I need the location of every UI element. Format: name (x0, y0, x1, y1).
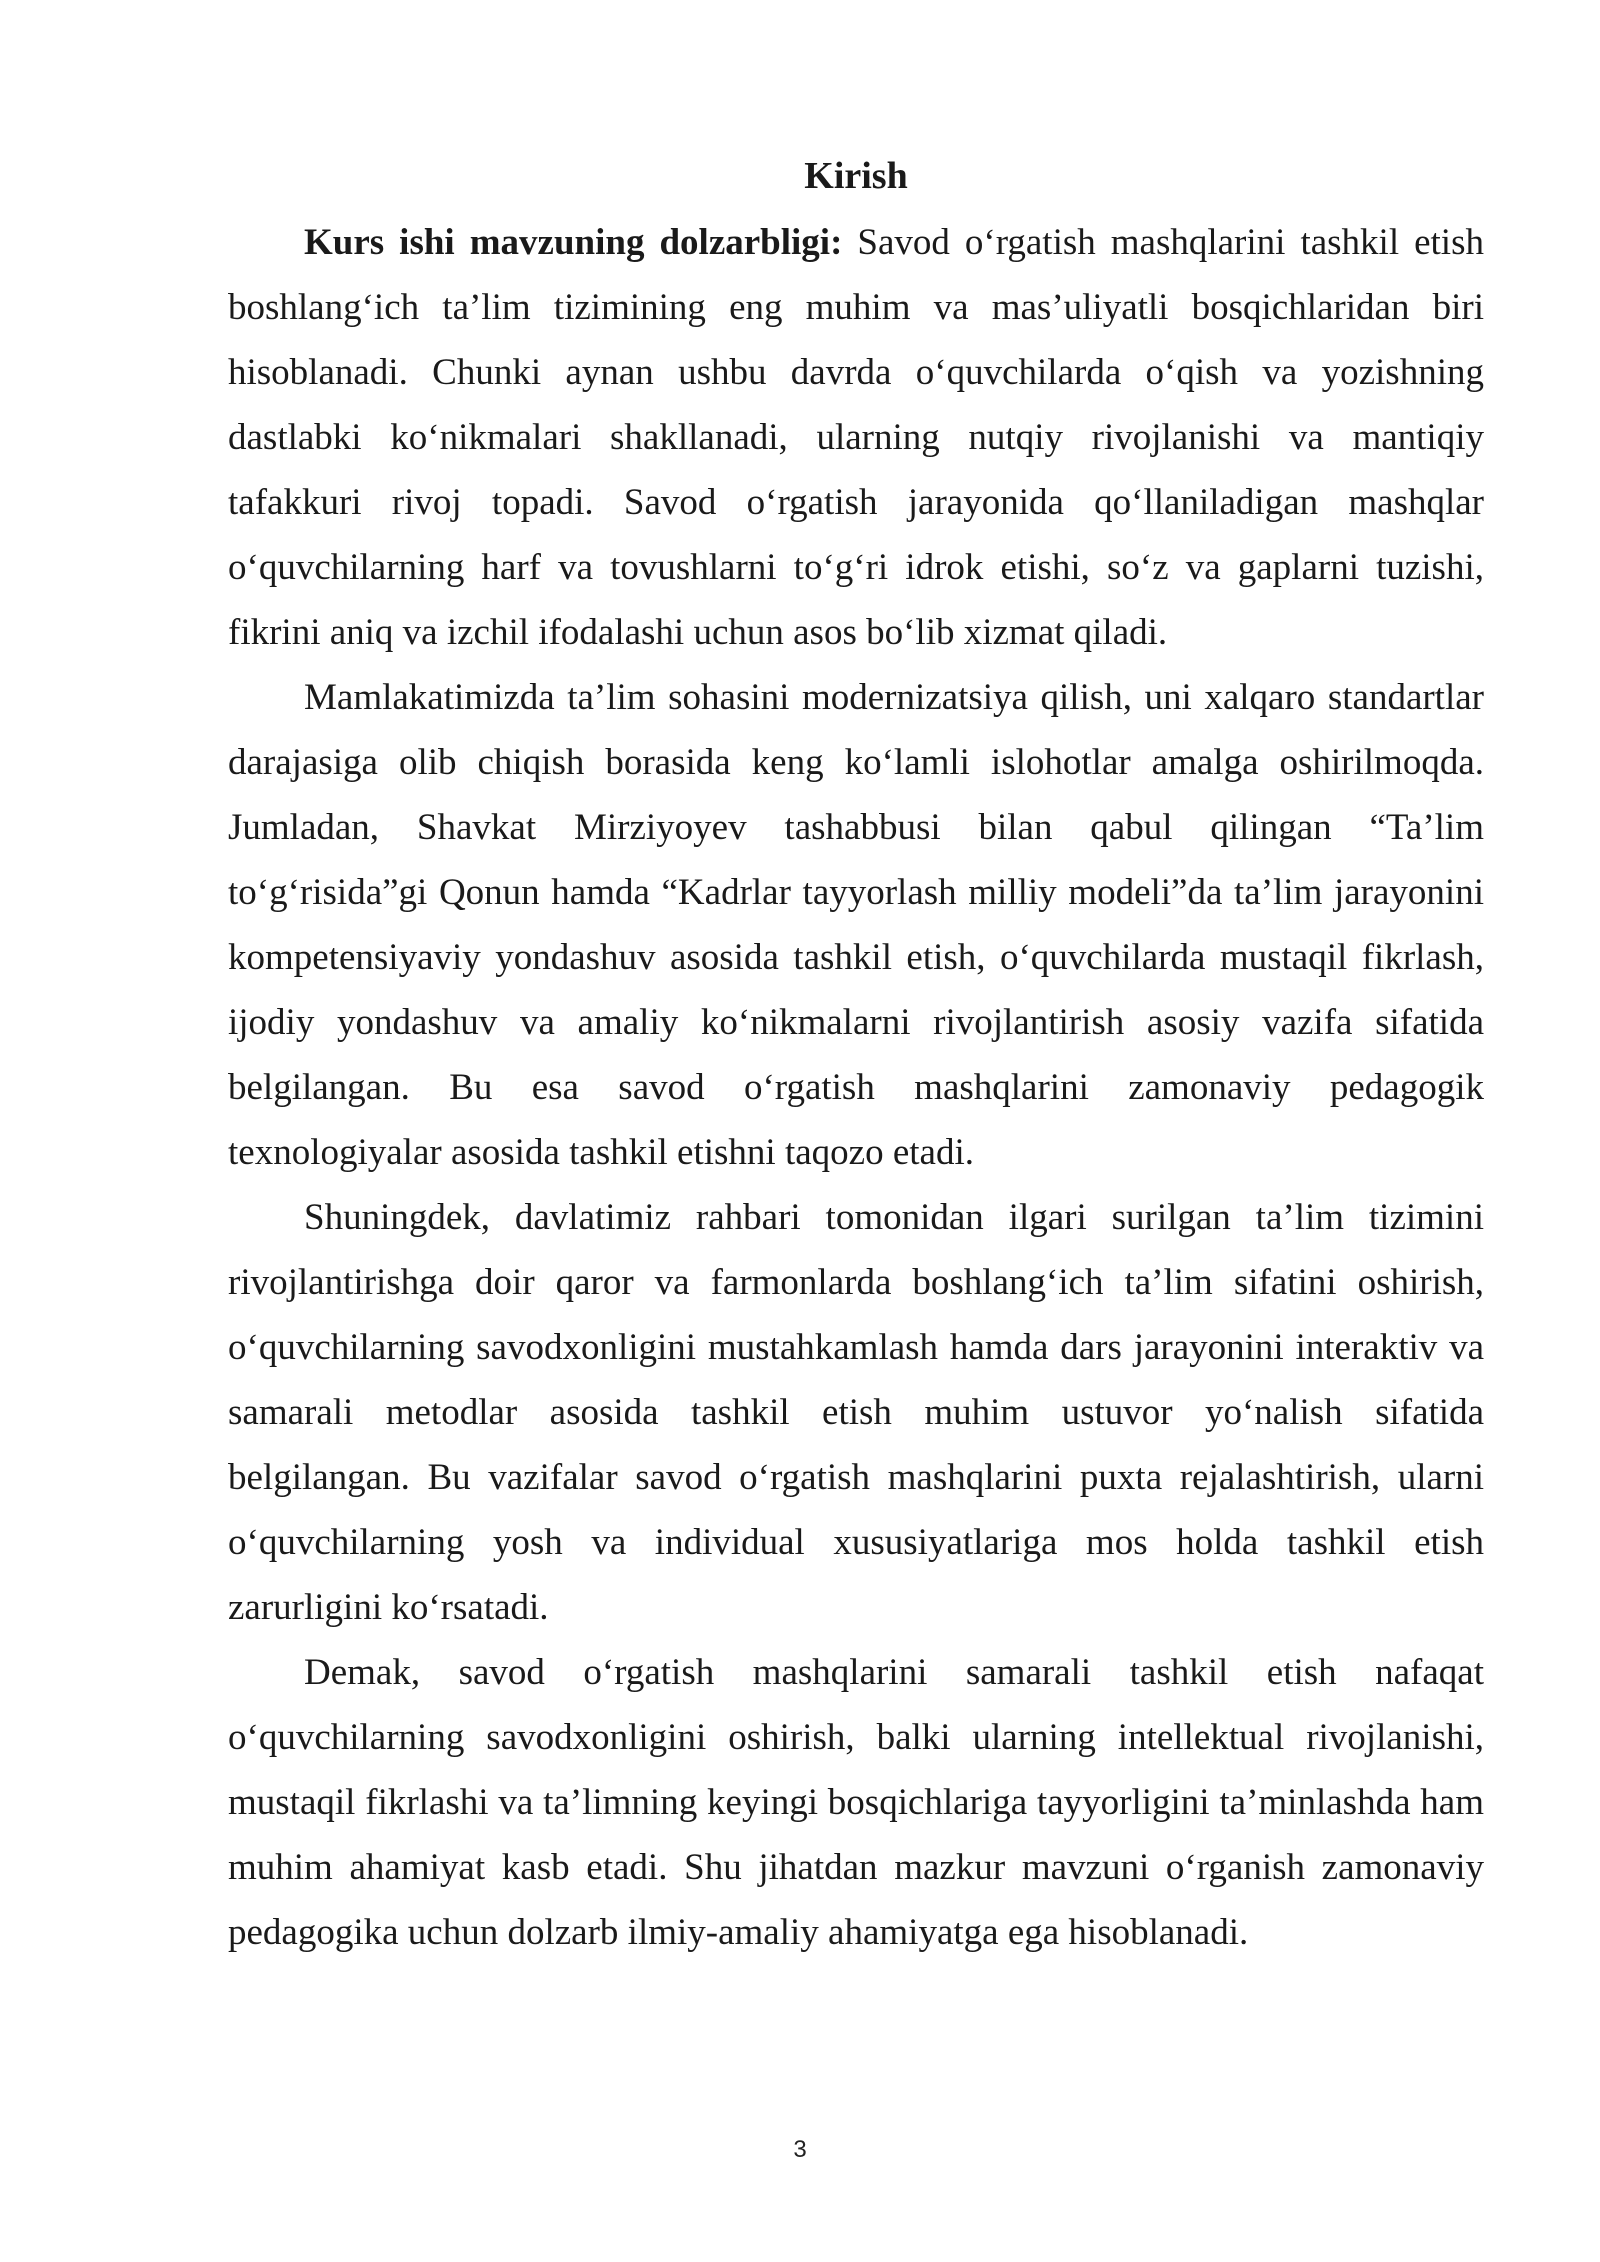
page-number: 3 (793, 2136, 807, 2163)
paragraph-lead-label: Kurs ishi mavzuning dolzarbligi: (304, 222, 843, 263)
body-text (228, 210, 1484, 1965)
section-heading: Kirish (804, 155, 908, 197)
paragraph-reforms: Mamlakatimizda taʼlim sohasini modernizatsiya qilish, uni xalqaro standartlar darajasiga olib chiqish borasida keng koʻlamli islohotlar amalga oshirilmoqda. Jumladan, Shavkat Mirziyoyev tashabbusi bilan qabul qilingan “Taʼlim toʻgʻrisida”gi Qonun hamda “Kadrlar tayyorlash milliy modeli”da taʼlim jarayonini kompetensiyaviy yondashuv asosida tashkil etish, oʻquvchilarda mustaqil fikrlash, ijodiy yondashuv va amaliy koʻnikmalarni rivojlantirish asosiy vazifa sifatida belgilangan. Bu esa savod oʻrgatish mashqlarini zamonaviy pedagogik texnologiyalar asosida tashkil etishni taqozo etadi. (228, 677, 1484, 1173)
paragraph-text: Savod oʻrgatish mashqlarini tashkil etish boshlangʻich taʼlim tizimining eng muhim va masʼuliyatli bosqichlaridan biri hisoblanadi. Chunki aynan ushbu davrda oʻquvchilarda oʻqish va yozishning dastlabki koʻnikmalari shakllanadi, ularning nutqiy rivojlanishi va mantiqiy tafakkuri rivoj topadi. Savod oʻrgatish jarayonida qoʻllaniladigan mashqlar oʻquvchilarning harf va tovushlarni toʻgʻri idrok etishi, soʻz va gaplarni tuzishi, fikrini aniq va izchil ifodalashi uchun asos boʻlib xizmat qiladi. (228, 222, 1484, 653)
paragraph-relevance (228, 210, 1484, 665)
paragraph-conclusion: Demak, savod oʻrgatish mashqlarini samarali tashkil etish nafaqat oʻquvchilarning savodxonligini oshirish, balki ularning intellektual rivojlanishi, mustaqil fikrlashi va taʼlimning keyingi bosqichlariga tayyorligini taʼminlashda ham muhim ahamiyat kasb etadi. Shu jihatdan mazkur mavzuni oʻrganish zamonaviy pedagogika uchun dolzarb ilmiy-amaliy ahamiyatga ega hisoblanadi. (228, 1652, 1484, 1953)
paragraph-decrees: Shuningdek, davlatimiz rahbari tomonidan ilgari surilgan taʼlim tizimini rivojlantirishga doir qaror va farmonlarda boshlangʻich taʼlim sifatini oshirish, oʻquvchilarning savodxonligini mustahkamlash hamda dars jarayonini interaktiv va samarali metodlar asosida tashkil etish muhim ustuvor yoʻnalish sifatida belgilangan. Bu vazifalar savod oʻrgatish mashqlarini puxta rejalashtirish, ularni oʻquvchilarning yosh va individual xususiyatlariga mos holda tashkil etish zarurligini koʻrsatadi. (228, 1197, 1484, 1628)
